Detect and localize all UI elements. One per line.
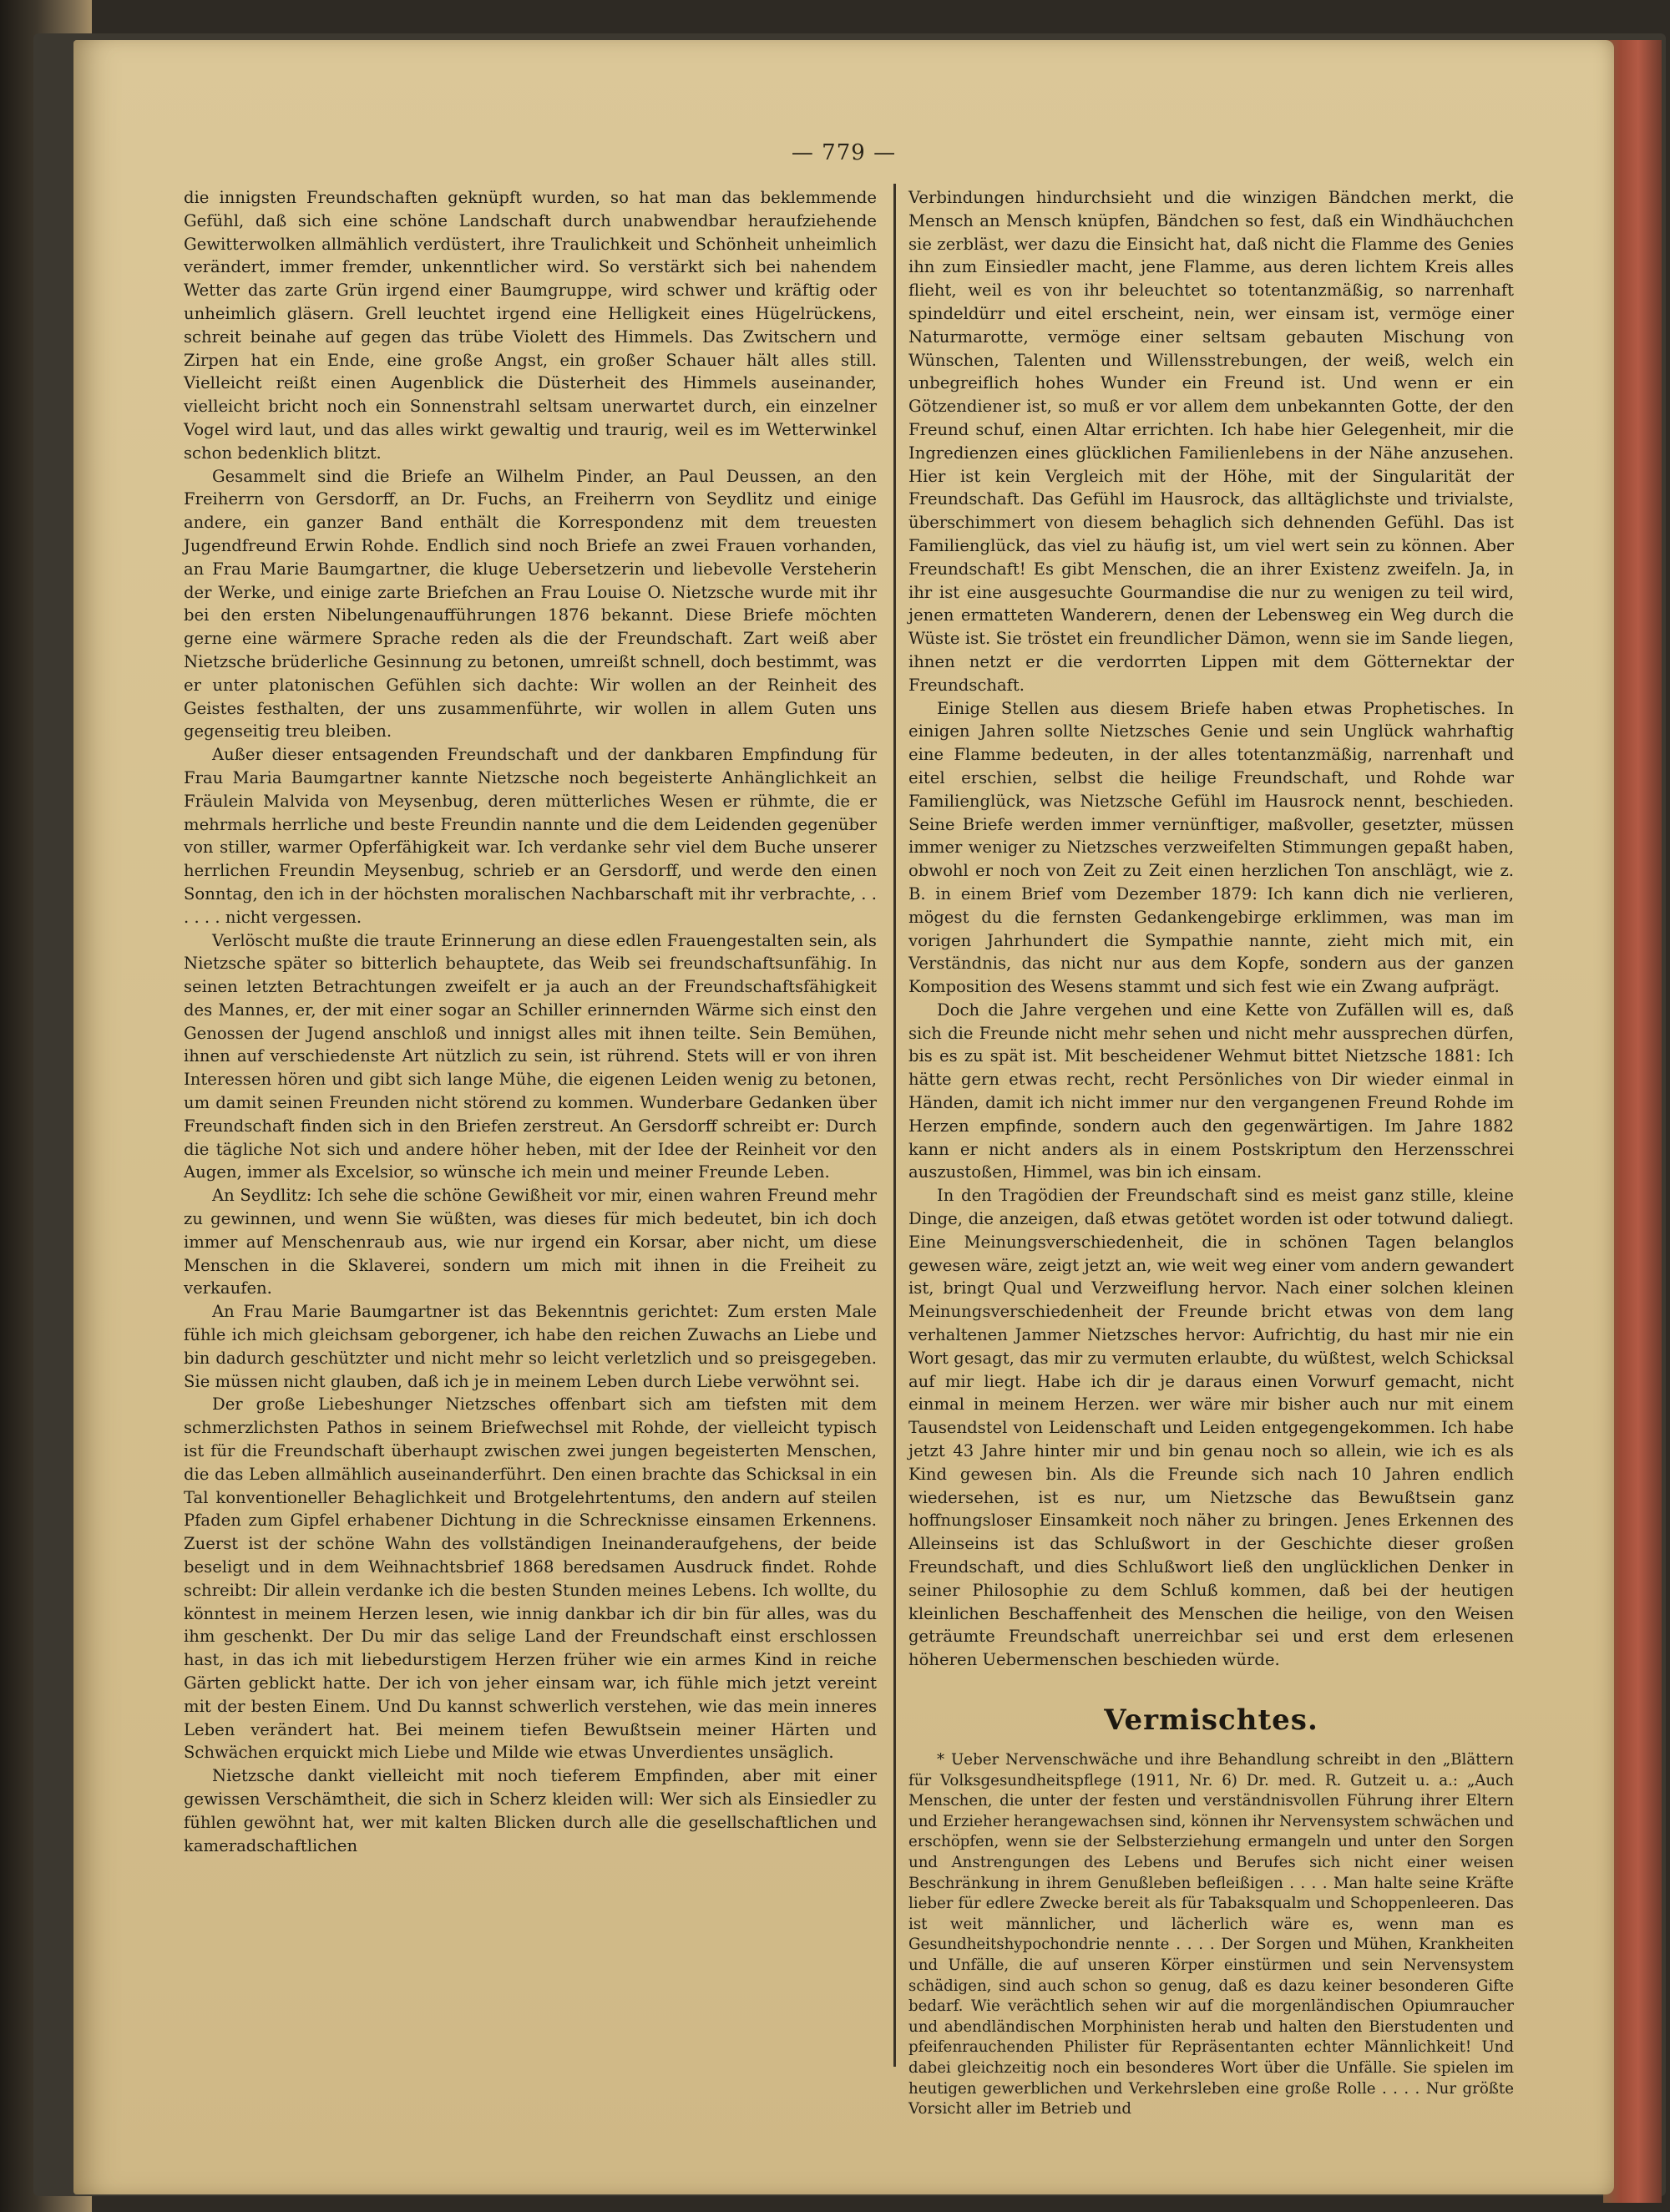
paragraph: In den Tragödien der Freundschaft sind es meist ganz stille, kleine Dinge, die anzeigen, daß etwas getötet worden ist oder totwund daliegt. Eine Meinungsverschiedenheit, die in schönen Tagen belanglos gewesen wäre, zeigt jetzt an, wie weit weg einer vom andern gewandert ist, bringt Qual und Verzweiflung hervor. Nach einer solchen kleinen Meinungsverschiedenheit der Freunde bricht etwas von dem lang verhaltenen Jammer Nietzsches hervor: Aufrichtig, du hast mir nie ein Wort gesagt, das mir zu vermuten erlaubte, du wüßtest, welch Schicksal auf mir liegt. Habe ich dir je daraus einen Vorwurf gemacht, nicht einmal in meinem Herzen. wer wäre mir bisher auch nur mit einem Tausendstel von Leidenschaft und Leiden entgegengekommen. Ich habe jetzt 43 Jahre hinter mir und bin genau noch so allein, wie ich es als Kind gewesen bin. Als die Freunde sich nach 10 Jahren endlich wiedersehen, ist es nur, um Nietzsche das Bewußtsein ganz hoffnungsloser Einsamkeit noch näher zu bringen. Jenes Erkennen des Alleinseins ist das Schlußwort in der Geschichte dieser großen Freundschaft, und dies Schlußwort ließ den unglücklichen Denker in seiner Philosophie zu dem Schluß kommen, daß bei der heutigen kleinlichen Beschaffenheit des Menschen die heilige, von den Weisen geträumte Freundschaft unerreichbar sei und erst dem erlesenen höheren Uebermenschen beschieden würde. [908,1186,1514,1670]
book-page [73,40,1614,2194]
section-heading: Vermischtes. [1104,1703,1318,1737]
paragraph: Doch die Jahre vergehen und eine Kette von Zufällen will es, daß sich die Freunde nicht mehr sehen und nicht mehr aussprechen dürfen, bis es zu spät ist. Mit bescheidener Wehmut bittet Nietzsche 1881: Ich hätte gern etwas recht, recht Persönliches von Dir wieder einmal in Händen, damit ich nicht immer nur den vergangenen Freund Rohde im Herzen empfinde, sondern auch den gegenwärtigen. Im Jahre 1882 kann er nicht anders als in einem Postskriptum den Herzensschrei auszustoßen, Himmel, was bin ich einsam. [908,1000,1514,1182]
paragraph: Gesammelt sind die Briefe an Wilhelm Pinder, an Paul Deussen, an den Freiherrn von Gersdorff, an Dr. Fuchs, an Freiherrn von Seydlitz und einige andere, ein ganzer Band enthält die Korrespondenz mit dem treuesten Jugendfreund Erwin Rohde. Endlich sind noch Briefe an zwei Frauen vorhanden, an Frau Marie Baumgartner, die kluge Uebersetzerin und liebevolle Versteherin der Werke, und einige zarte Briefchen an Frau Louise O. Nietzsche wurde mit ihr bei den ersten Nibelungenaufführungen 1876 bekannt. Diese Briefe möchten gerne eine wärmere Sprache reden als die der Freundschaft. Zart weiß aber Nietzsche brüderliche Gesinnung zu betonen, umreißt schnell, doch bestimmt, was er unter platonischen Gefühlen sich dachte: Wir wollen an der Reinheit des Geistes festhalten, der uns zusammenführte, wir wollen in allem Guten uns gegenseitig treu bleiben. [184,466,877,742]
paragraph: Nietzsche dankt vielleicht mit noch tieferem Empfinden, aber mit einer gewissen Verschämtheit, die sich in Scherz kleiden will: Wer sich als Einsiedler zu fühlen gewöhnt hat, wer mit kalten Blicken durch alle die gesellschaftlichen und kameradschaftlichen [184,1766,877,1855]
paragraph: An Seydlitz: Ich sehe die schöne Gewißheit vor mir, einen wahren Freund mehr zu gewinnen, und wenn Sie wüßten, was dieses für mich bedeutet, bin ich doch immer auf Menschenraub aus, wie nur irgend ein Korsar, aber nicht, um diese Menschen in die Sklaverei, sondern um mich mit ihnen in die Freiheit zu verkaufen. [184,1186,877,1298]
right-text-column [908,186,1514,2120]
paragraph: Verlöscht mußte die traute Erinnerung an diese edlen Frauengestalten sein, als Nietzsche später so bitterlich behauptete, das Weib sei freundschaftsunfähig. In seinen letzten Betrachtungen zweifelt er ja auch an der Freundschaftsfähigkeit des Mannes, er, der mit einer sogar an Schiller erinnernden Wärme sich einst den Genossen der Jugend anschloß und innigst alles mit ihnen teilte. Sein Bemühen, ihnen auf verschiedenste Art nützlich zu sein, ist rührend. Stets will er von ihren Interessen hören und gibt sich lange Mühe, die eigenen Leiden wenig zu betonen, um damit seinen Freunden nicht störend zu kommen. Wunderbare Gedanken über Freundschaft finden sich in den Briefen zerstreut. An Gersdorff schreibt er: Durch die tägliche Not sich und andere höher heben, mit der Idee der Reinheit vor den Augen, immer als Excelsior, so wünsche ich mein und meiner Freunde Leben. [184,930,877,1182]
paragraph: Der große Liebeshunger Nietzsches offenbart sich am tiefsten mit dem schmerzlichsten Pathos in seinem Briefwechsel mit Rohde, der vielleicht typisch ist für die Freundschaft überhaupt zwischen zwei jungen begeisterten Menschen, die das Leben allmählich auseinanderführt. Den einen brachte das Schicksal in ein Tal konventioneller Behaglichkeit und Brotgelehrtentums, den andern auf steilen Pfaden zum Gipfel erhabener Dichtung in die Schrecknisse einsamen Erkennens. Zuerst ist der schöne Wahn des vollständigen Ineinanderaufgehens, der beide beseligt und in dem Weihnachtsbrief 1868 beredsamen Ausdruck findet. Rohde schreibt: Dir allein verdanke ich die besten Stunden meines Lebens. Ich wollte, du könntest in meinem Herzen lesen, wie innig dankbar ich dir bin für alles, was du ihm geschenkt. Der Du mir das selige Land der Freundschaft einst erschlossen hast, in das ich mit liebedurstigem Herzen früher wie ein armes Kind in reiche Gärten geblickt hatte. Der ich von jeher einsam war, ich fühle mich jetzt vereint mit der besten Einem. Und Du kannst schwerlich verstehen, wie das mein inneres Leben verändert hat. Bei meinem tiefen Bewußtsein meiner Härten und Schwächen erquickt mich Liebe und Milde wie etwas Unverdientes unsäglich. [184,1395,877,1763]
paragraph: An Frau Marie Baumgartner ist das Bekenntnis gerichtet: Zum ersten Male fühle ich mich gleichsam geborgener, ich habe den reichen Zuwachs an Liebe und bin dadurch geschützter und nicht mehr so leicht verletzlich und so preisgegeben. Sie müssen nicht glauben, daß ich je in meinem Leben durch Liebe verwöhnt sei. [184,1302,877,1391]
paragraph: Verbindungen hindurchsieht und die winzigen Bändchen merkt, die Mensch an Mensch knüpfen, Bändchen so fest, daß ein Windhäuchchen sie zerbläst, wer dazu die Einsicht hat, daß nicht die Flamme des Genies ihn zum Einsiedler macht, jene Flamme, aus deren lichtem Kreis alles flieht, weil es von ihr beleuchtet so totentanzmäßig, so narrenhaft spindeldürr und eitel erscheint, nein, wer einsam ist, vermöge einer Naturmarotte, vermöge einer seltsam gebauten Mischung von Wünschen, Talenten und Willensstrebungen, der weiß, welch ein unbegreiflich hohes Wunder ein Freund ist. Und wenn er ein Götzendiener ist, so muß er vor allem dem unbekannten Gotte, der den Freund schuf, einen Altar errichten. Ich habe hier Gelegenheit, mir die Ingredienzen eines glücklichen Familienlebens in der Nähe anzusehen. Hier ist kein Vergleich mit der Höhe, mit der Singularität der Freundschaft. Das Gefühl im Hausrock, das alltäglichste und trivialste, überschimmert von diesem behaglich sich dehnenden Gefühl. Das ist Familienglück, das viel zu häufig ist, um viel wert sein zu können. Aber Freundschaft! Es gibt Menschen, die an ihrer Existenz zweifeln. Ja, in ihr ist eine ausgesuchte Gourmandise die nur zu wenigen zu teil wird, jenen ermatteten Wanderern, denen der Lebensweg ein Weg durch die Wüste ist. Sie tröstet ein freundlicher Dämon, wenn sie im Sande liegen, ihnen netzt er die verdorrten Lippen mit dem Götternektar der Freundschaft. [908,188,1514,695]
left-text-column [184,186,877,1857]
paragraph: Außer dieser entsagenden Freundschaft und der dankbaren Empfindung für Frau Maria Baumgartner kannte Nietzsche noch begeisterte Anhänglichkeit an Fräulein Malvida von Meysenbug, deren mütterliches Wesen er rühmte, die er mehrmals herrliche und beste Freundin nannte und die dem Leidenden gegenüber von stiller, warmer Opferfähigkeit war. Ich verdanke sehr viel dem Buche unserer herrlichen Freundin Meysenbug, schrieb er an Gersdorff, und werde den einen Sonntag, den ich in der höchsten moralischen Nachbarschaft mit ihr verbrachte, . . . . . . nicht vergessen. [184,745,877,927]
paragraph: Einige Stellen aus diesem Briefe haben etwas Prophetisches. In einigen Jahren sollte Nietzsches Genie und sein Unglück wahrhaftig eine Flamme bedeuten, in der alles totentanzmäßig, narrenhaft und eitel erschien, selbst die heilige Freundschaft, und Rohde war Familienglück, was Nietzsche Gefühl im Hausrock nennt, beschieden. Seine Briefe werden immer vernünftiger, maßvoller, gesetzter, müssen immer weniger zu Nietzsches verzweifelten Stimmungen gepaßt haben, obwohl er noch von Zeit zu Zeit einen herzlichen Ton anschlägt, wie z. B. in einem Brief vom Dezember 1879: Ich kann dich nie verlieren, mögest du die fernsten Gedankengebirge erklimmen, was man im vorigen Jahrhundert die Sympathie nannte, zieht mich mit, ein Verständnis, das nicht nur aus dem Kopfe, sondern aus der ganzen Komposition des Wesens stammt und sich fest wie ein Zwang aufprägt. [908,698,1514,997]
paragraph: die innigsten Freundschaften geknüpft wurden, so hat man das beklemmende Gefühl, daß sich eine schöne Landschaft durch unabwendbar heraufziehende Gewitterwolken allmählich verdüstert, ihre Traulichkeit und Schönheit unheimlich verändert, immer fremder, unkenntlicher wird. So verstärkt sich bei nahendem Wetter das zarte Grün irgend einer Baumgruppe, wird schwer und kräftig oder unheimlich gläsern. Grell leuchtet irgend eine Helligkeit eines Hügelrückens, schreit beinahe auf gegen das trübe Violett des Himmels. Das Zwitschern und Zirpen hat ein Ende, eine große Angst, ein großer Schauer hält alles still. Vielleicht reißt einen Augenblick die Düsterheit des Himmels auseinander, vielleicht bricht noch ein Sonnenstrahl seltsam unerwartet durch, ein einzelner Vogel wird laut, und das alles wirkt gewaltig und traurig, weil es im Wetterwinkel schon bedenklich blitzt. [184,188,877,463]
page-number: — 779 — [791,140,897,165]
column-divider [893,184,896,2067]
news-item-paragraph: * Ueber Nervenschwäche und ihre Behandlung schreibt in den „Blättern für Volksgesundheitspflege (1911, Nr. 6) Dr. med. R. Gutzeit u. a.: „Auch Menschen, die unter der festen und verständnisvollen Führung ihrer Eltern und Erzieher herangewachsen sind, können ihr Nervensystem schwächen und erschöpfen, wenn sie der Selbsterziehung ermangeln und unter den Sorgen und Anstrengungen des Lebens und Berufes sich nicht einer weisen Beschränkung in ihrem Genußleben befleißigen . . . . Man halte seine Kräfte lieber für edlere Zwecke bereit als für Tabaksqualm und Schoppenleeren. Das ist weit männlicher, und lächerlich wäre es, wenn man es Gesundheitshypochondrie nennte . . . . Der Sorgen und Mühen, Krankheiten und Unfälle, die auf unseren Körper einstürmen und sein Nervensystem schädigen, sind auch schon so genug, daß es dazu keiner besonderen Gifte bedarf. Wie verächtlich sehen wir auf die morgenländischen Opiumraucher und abendländischen Morphinisten herab und halten den Bierstudenten und pfeifenrauchenden Philister für Repräsentanten echter Männlichkeit! Und dabei gleichzeitig noch ein besonderes Wort über die Unfälle. Sie spielen im heutigen gewerblichen und Verkehrsleben eine große Rolle . . . . Nur größte Vorsicht aller im Betrieb und [908,1751,1514,2118]
